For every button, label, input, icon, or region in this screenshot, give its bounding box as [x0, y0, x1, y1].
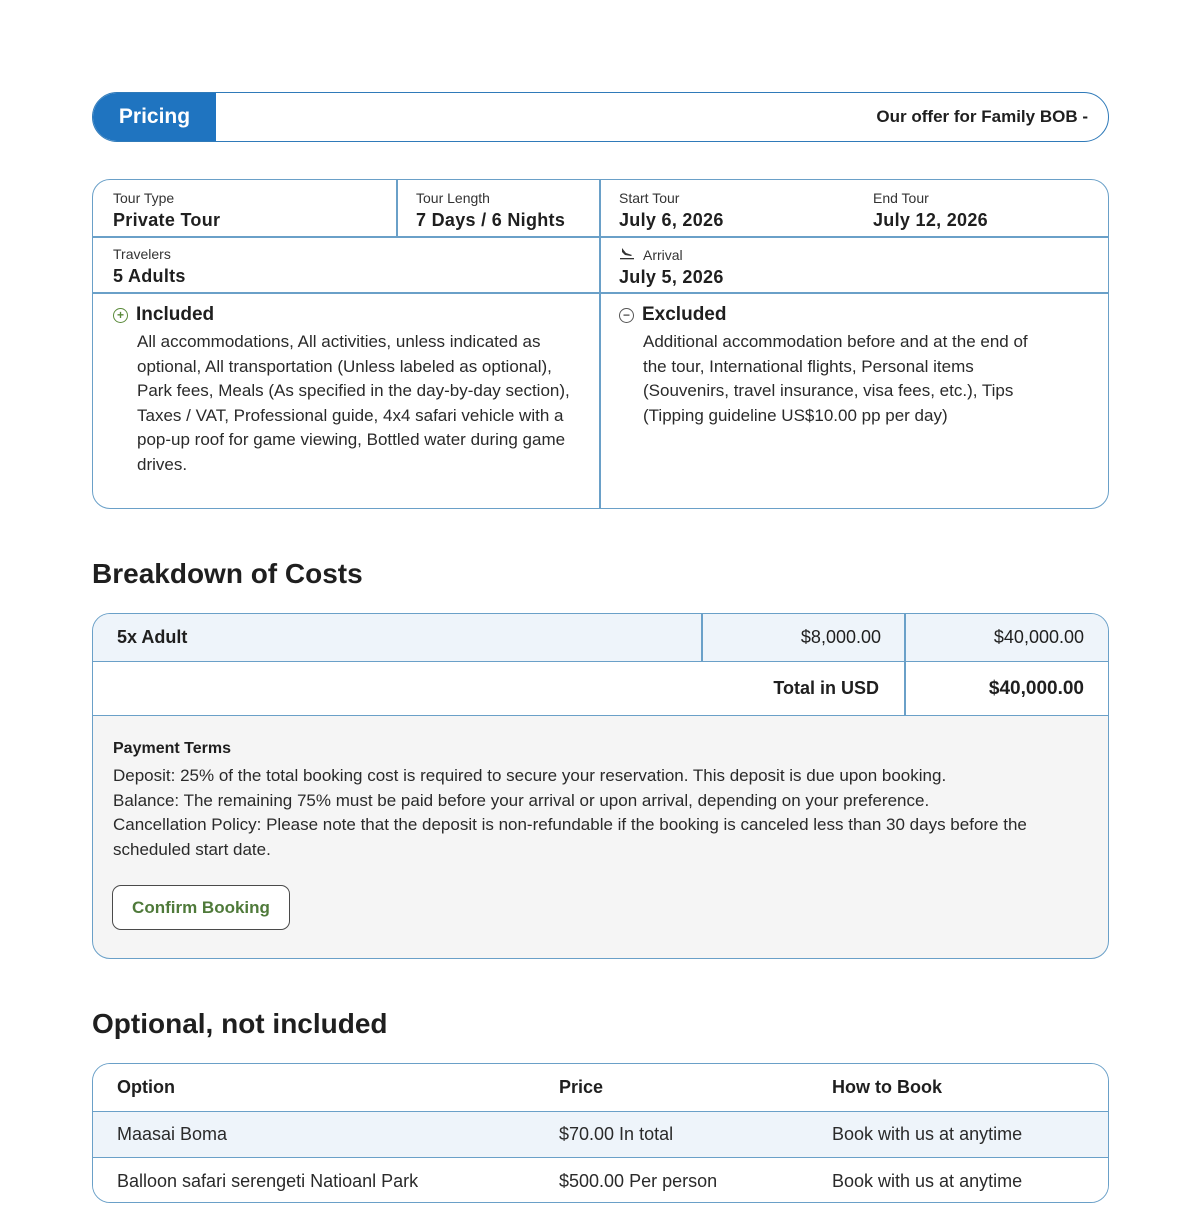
option-price: $70.00 In total: [559, 1124, 674, 1144]
col-header-price: Price: [559, 1077, 604, 1097]
tour-type-label: Tour Type: [113, 190, 175, 206]
costs-heading: Breakdown of Costs: [92, 558, 363, 589]
excluded-section: [599, 304, 1069, 428]
pricing-tab: Pricing: [93, 93, 216, 141]
cost-item-row: [93, 614, 1108, 662]
total-value: $40,000.00: [988, 677, 1084, 699]
item-total: $40,000.00: [993, 627, 1084, 647]
offer-title: Our offer for Family BOB -: [876, 107, 1088, 126]
payment-terms-title: Payment Terms: [113, 740, 231, 757]
confirm-booking-button[interactable]: Confirm Booking: [112, 885, 290, 930]
arrival-value: July 5, 2026: [619, 267, 724, 287]
cost-breakdown-table: [92, 613, 1109, 959]
payment-terms: [113, 740, 1078, 862]
tour-length-label: Tour Length: [416, 190, 490, 206]
balance-text: Balance: The remaining 75% must be paid before your arrival or upon arrival, depending on your preference.: [113, 790, 930, 810]
total-label: Total in USD: [773, 678, 879, 698]
table-row: [93, 1158, 1108, 1203]
table-row: [93, 1112, 1108, 1158]
plus-circle-icon: +: [113, 308, 128, 323]
tour-type-value: Private Tour: [113, 210, 221, 230]
excluded-title: Excluded: [642, 304, 727, 325]
optional-table: [92, 1063, 1109, 1203]
col-header-option: Option: [117, 1077, 175, 1097]
excluded-text: Additional accommodation before and at the end of the tour, International flights, Personal items (Souvenirs, travel insurance, visa fees, etc.), Tips (Tipping guideline US$10.00 pp per day): [643, 332, 1028, 425]
travelers-cell: [93, 236, 186, 287]
deposit-text: Deposit: 25% of the total booking cost is required to secure your reservation. This deposit is due upon booking.: [113, 766, 947, 785]
option-price: $500.00 Per person: [559, 1170, 718, 1191]
arrival-label: Arrival: [643, 246, 683, 263]
arrival-cell: [599, 236, 724, 288]
pricing-header-bar: [92, 92, 1109, 142]
unit-price: $8,000.00: [800, 627, 881, 647]
start-tour-label: Start Tour: [619, 190, 680, 206]
travelers-value: 5 Adults: [113, 266, 186, 286]
optional-heading: Optional, not included: [92, 1008, 388, 1039]
option-name: Maasai Boma: [117, 1124, 228, 1144]
end-tour-cell: [853, 180, 988, 231]
included-title: Included: [136, 304, 215, 325]
tour-info-table: [92, 179, 1109, 509]
option-name: Balloon safari serengeti Natioanl Park: [117, 1170, 419, 1191]
tour-type-cell: [93, 180, 220, 231]
end-tour-label: End Tour: [873, 190, 929, 206]
included-text: All accommodations, All activities, unless indicated as optional, All transportation (Unless labeled as optional), Park fees, Meals (As specified in the day-by-day section), Taxes / VAT, Professional guide, 4x4 safari vehicle with a pop-up roof for game viewing, Bottled water during game drives.: [137, 332, 570, 474]
start-tour-cell: [599, 180, 724, 231]
included-section: [93, 304, 599, 477]
start-tour-value: July 6, 2026: [619, 210, 724, 230]
cancellation-text: Cancellation Policy: Please note that the deposit is non-refundable if the booking is canceled less than 30 days before the scheduled start date.: [113, 815, 1027, 859]
optional-header-row: [93, 1064, 1108, 1112]
cost-item-label: 5x Adult: [117, 627, 188, 647]
travelers-label: Travelers: [113, 246, 171, 262]
end-tour-value: July 12, 2026: [873, 210, 988, 230]
cost-total-row: [93, 662, 1108, 716]
tour-length-value: 7 Days / 6 Nights: [416, 210, 566, 230]
option-how-to-book: Book with us at anytime: [832, 1124, 1023, 1144]
col-header-how-to-book: How to Book: [832, 1077, 942, 1097]
option-how-to-book: Book with us at anytime: [832, 1170, 1023, 1191]
tour-length-cell: [396, 180, 565, 231]
minus-circle-icon: −: [619, 308, 634, 323]
plane-landing-icon: [619, 246, 635, 263]
